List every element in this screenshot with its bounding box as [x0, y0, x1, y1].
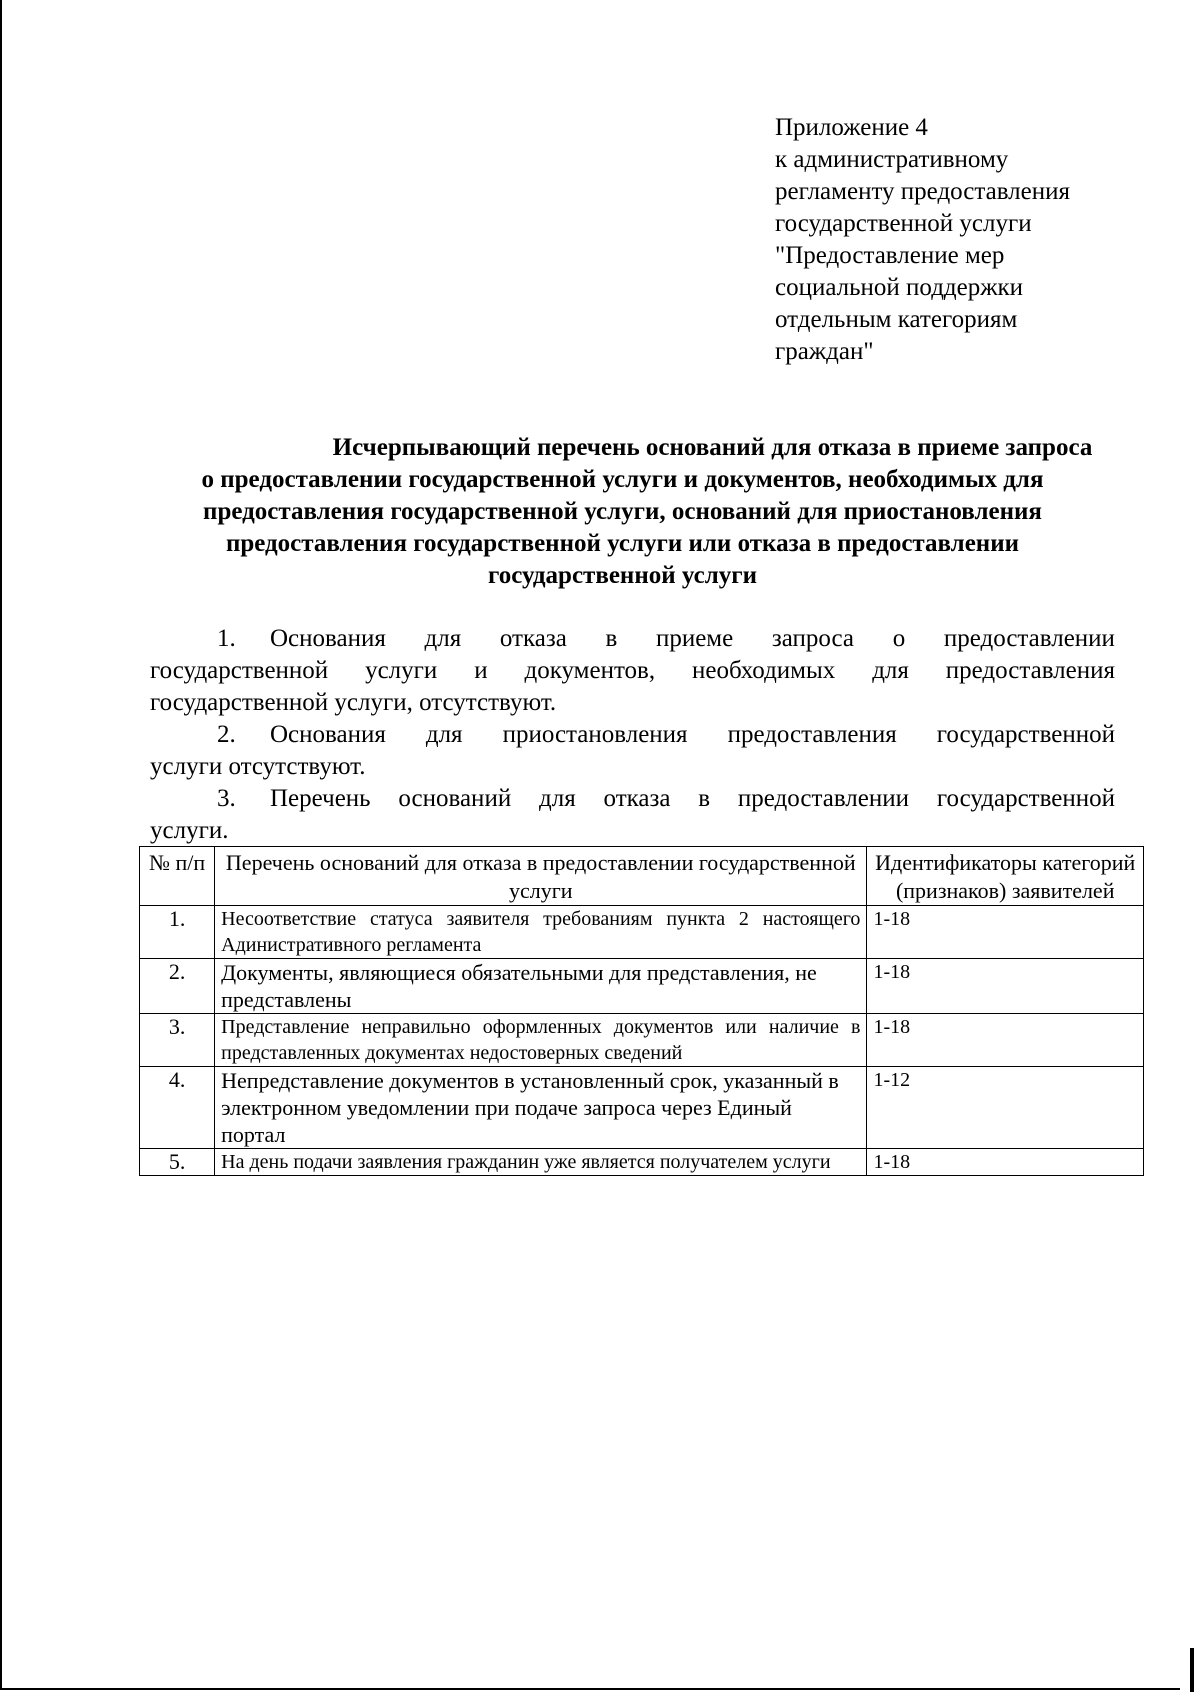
table-row — [140, 1149, 1144, 1176]
table-row — [140, 906, 1144, 959]
table-row — [140, 1067, 1144, 1149]
word: услуги — [365, 657, 438, 684]
paragraph-1-first-line — [150, 623, 1115, 655]
paragraph-text — [270, 719, 1115, 751]
word: для — [872, 657, 909, 684]
row-categories: 1-18 — [867, 1014, 1144, 1067]
page-corner-mark — [1190, 1648, 1194, 1692]
word: отказа — [603, 785, 671, 812]
table-header-row — [140, 847, 1144, 906]
annex-line: к административному — [775, 146, 1009, 173]
word: приеме — [655, 625, 734, 652]
paragraph-number: 2. — [217, 721, 236, 748]
row-number: 5. — [140, 1149, 215, 1176]
paragraph-line: услуги. — [150, 817, 229, 844]
paragraph-line: государственной услуги, отсутствуют. — [150, 689, 557, 716]
row-reason: Непредставление документов в установленный срок, указанный в электронном уведомлении при подаче запроса через Единый портал — [215, 1067, 867, 1149]
word: предоставления — [945, 657, 1115, 684]
paragraph-3-first-line — [150, 783, 1115, 815]
row-reason: Несоответствие статуса заявителя требованиям пункта 2 настоящего Адинистративного регламента — [215, 906, 867, 959]
table-row — [140, 959, 1144, 1014]
title-line: Исчерпывающий перечень оснований для отказа в приеме запроса — [332, 434, 1093, 461]
word: для — [425, 721, 463, 748]
word: Основания — [270, 721, 386, 748]
header-categories: Идентификаторы категорий (признаков) заявителей — [867, 847, 1144, 906]
row-reason: Представление неправильно оформленных документов или наличие в представленных документах недостоверных сведений — [215, 1014, 867, 1067]
row-number: 3. — [140, 1014, 215, 1067]
word: для — [424, 625, 462, 652]
header-number: № п/п — [140, 847, 215, 906]
title-line: о предоставлении государственной услуги и документов, необходимых для — [201, 466, 1044, 493]
row-categories: 1-12 — [867, 1067, 1144, 1149]
word: Основания — [270, 625, 386, 652]
annex-line: граждан" — [775, 338, 874, 365]
document-title — [130, 432, 1115, 592]
word: отказа — [499, 625, 567, 652]
word: государственной — [150, 657, 329, 684]
annex-line: социальной поддержки — [775, 274, 1024, 301]
row-number: 4. — [140, 1067, 215, 1149]
word: государственной — [936, 721, 1115, 748]
page-left-border — [0, 0, 2, 1690]
word: в — [698, 785, 711, 812]
annex-header — [775, 112, 1135, 368]
word: запроса — [771, 625, 855, 652]
table-row — [140, 1014, 1144, 1067]
word: предоставления — [727, 721, 897, 748]
annex-line: регламенту предоставления — [775, 178, 1071, 205]
word: о — [892, 625, 906, 652]
row-categories: 1-18 — [867, 1149, 1144, 1176]
title-line: предоставления государственной услуги или отказа в предоставлении — [225, 530, 1020, 557]
annex-line: государственной услуги — [775, 210, 1032, 237]
page-bottom-border — [0, 1688, 1180, 1690]
row-reason: На день подачи заявления гражданин уже является получателем услуги — [215, 1149, 867, 1176]
word: документов, — [524, 657, 656, 684]
word: и — [474, 657, 488, 684]
row-categories: 1-18 — [867, 959, 1144, 1014]
annex-line: Приложение 4 — [775, 114, 928, 141]
row-number: 2. — [140, 959, 215, 1014]
header-reason: Перечень оснований для отказа в предоставлении государственной услуги — [215, 847, 867, 906]
title-line: государственной услуги — [487, 562, 758, 589]
paragraph-text — [270, 623, 1115, 655]
row-categories: 1-18 — [867, 906, 1144, 959]
word: оснований — [398, 785, 512, 812]
annex-line: "Предоставление мер — [775, 242, 1005, 269]
body-paragraphs — [150, 623, 1115, 847]
paragraph-2-first-line — [150, 719, 1115, 751]
paragraph-line — [150, 655, 1115, 687]
row-number: 1. — [140, 906, 215, 959]
word: предоставлении — [737, 785, 909, 812]
word: Перечень — [270, 785, 371, 812]
word: государственной — [936, 785, 1115, 812]
refusal-grounds-table — [139, 846, 1144, 1176]
row-reason: Документы, являющиеся обязательными для представления, не представлены — [215, 959, 867, 1014]
paragraph-number: 3. — [217, 785, 236, 812]
word: для — [539, 785, 576, 812]
word: в — [605, 625, 618, 652]
annex-line: отдельным категориям — [775, 306, 1018, 333]
word: предоставлении — [943, 625, 1115, 652]
paragraph-number: 1. — [217, 625, 236, 652]
word: необходимых — [692, 657, 836, 684]
word: приостановления — [502, 721, 688, 748]
paragraph-line: услуги отсутствуют. — [150, 753, 366, 780]
paragraph-text — [270, 783, 1115, 815]
title-line: предоставления государственной услуги, оснований для приостановления — [203, 498, 1042, 525]
